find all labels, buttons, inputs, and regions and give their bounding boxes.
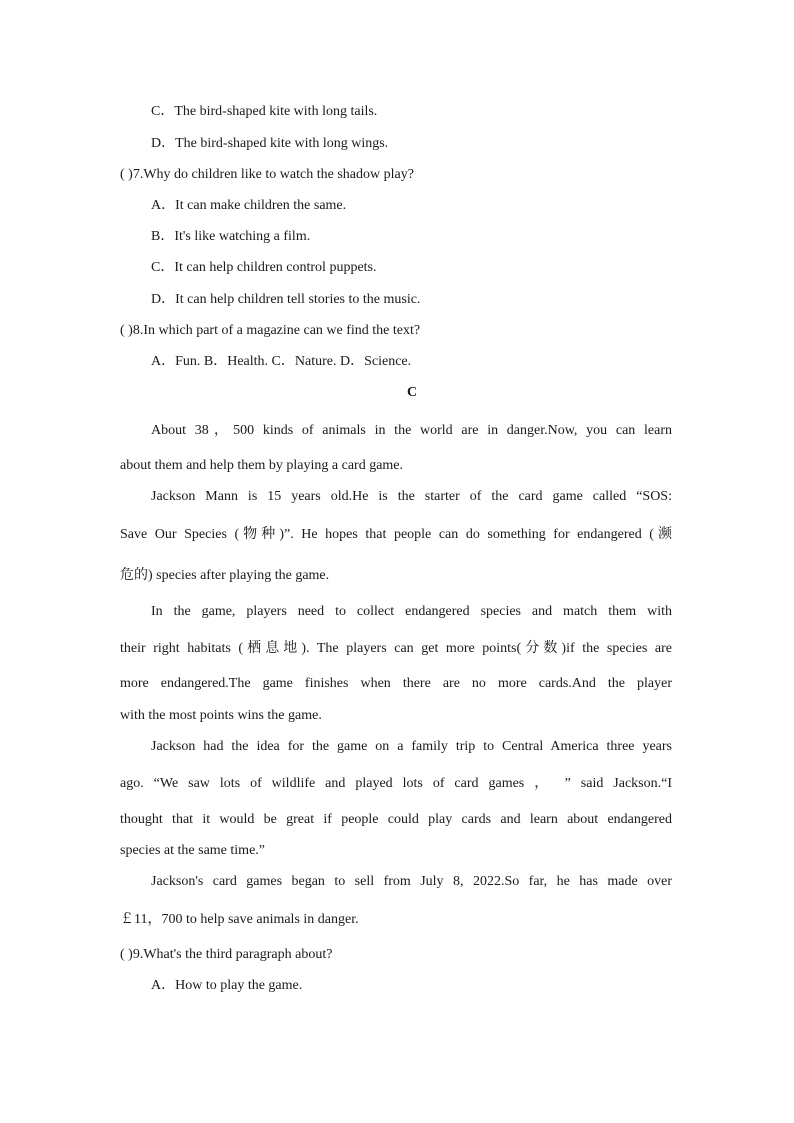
q7-option-b: B．It's like watching a film. [151,229,311,244]
q9-option-a: A．How to play the game. [151,978,303,993]
paragraph-1-line-1: About 38，500 kinds of animals in the world are in danger.Now, you can learn [151,423,672,438]
q6-option-d: D．The bird-shaped kite with long wings. [151,136,389,151]
q7-stem: ( )7.Why do children like to watch the shadow play? [120,167,414,182]
q8-stem: ( )8.In which part of a magazine can we find the text? [120,323,421,338]
paragraph-2-line-3: 危的) species after playing the game. [120,568,330,583]
paragraph-4-line-4: species at the same time.” [120,843,265,858]
paragraph-5-line-2: ￡11，700 to help save animals in danger. [120,912,359,927]
q7-option-c: C．It can help children control puppets. [151,260,377,275]
section-title: C [406,385,418,400]
paragraph-4-line-1: Jackson had the idea for the game on a family trip to Central America three years [151,739,672,754]
paragraph-3-line-4: with the most points wins the game. [120,708,322,723]
paragraph-4-line-2: ago. “We saw lots of wildlife and played lots of card games ， ” said Jackson.“I [120,776,672,791]
q9-stem: ( )9.What's the third paragraph about? [120,947,333,962]
q6-option-c: C．The bird-shaped kite with long tails. [151,104,378,119]
paragraph-3-line-3: more endangered.The game finishes when there are no more cards.And the player [120,676,672,691]
paragraph-4-line-3: thought that it would be great if people could play cards and learn about endangered [120,812,672,827]
paragraph-2-line-2: Save Our Species (物种)”. He hopes that people can do something for endangered (濒 [120,527,672,542]
q7-option-a: A．It can make children the same. [151,198,347,213]
paragraph-5-line-1: Jackson's card games began to sell from July 8, 2022.So far, he has made over [151,874,672,889]
paragraph-3-line-2: their right habitats (栖息地). The players can get more points(分数)if the species are [120,641,672,656]
paragraph-3-line-1: In the game, players need to collect endangered species and match them with [151,604,672,619]
q7-option-d: D．It can help children tell stories to the music. [151,292,421,307]
paragraph-1-line-2: about them and help them by playing a card game. [120,458,404,473]
paragraph-2-line-1: Jackson Mann is 15 years old.He is the starter of the card game called “SOS: [151,489,672,504]
q8-options: A．Fun. B．Health. C．Nature. D．Science. [151,354,412,369]
